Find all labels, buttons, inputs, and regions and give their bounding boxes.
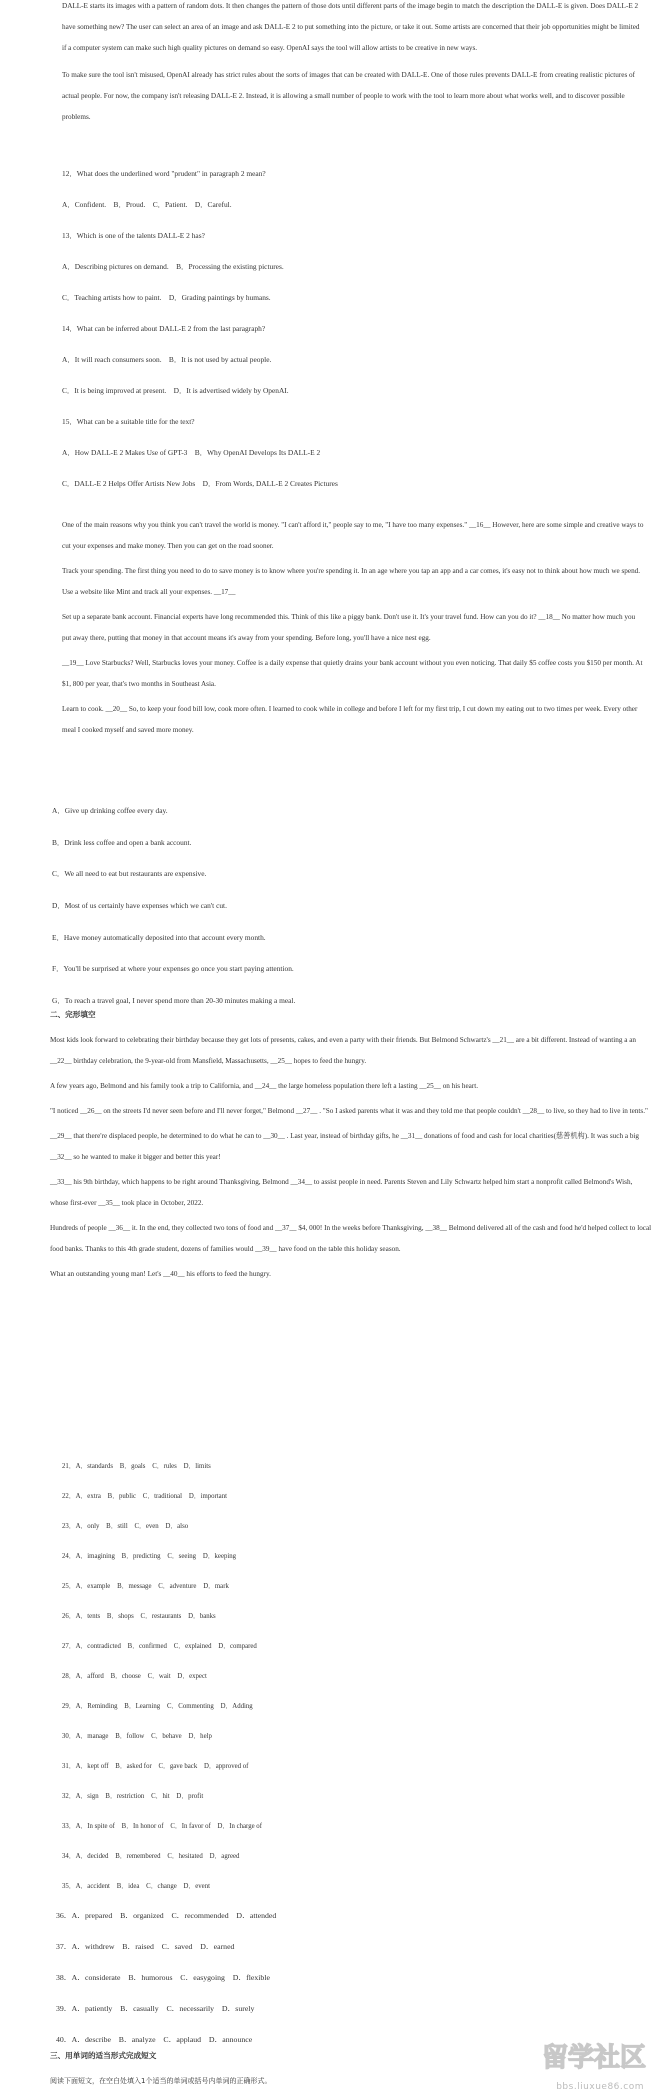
question-12-stem: 12．What does the underlined word "prudent" in paragraph 2 mean? bbox=[62, 168, 266, 178]
cloze-question-37: 37．A．withdrew B．raised C．saved D．earned bbox=[56, 1942, 235, 1951]
cloze-question-21: 21．A．standards B．goals C．rules D．limits bbox=[62, 1463, 211, 1470]
question-15-options-ab: A．How DALL-E 2 Makes Use of GPT-3 B．Why OpenAI Develops Its DALL-E 2 bbox=[62, 447, 321, 457]
cloze-question-22: 22．A．extra B．public C．traditional D．important bbox=[62, 1493, 227, 1500]
cloze-question-24: 24．A．imagining B．predicting C．seeing D．keeping bbox=[62, 1553, 237, 1560]
reading-passage bbox=[0, 0, 664, 128]
cloze-question-31: 31．A．kept off B．asked for C．gave back D．approved of bbox=[62, 1763, 249, 1770]
cloze-question-36: 36．A．prepared B．organized C．recommended D．attended bbox=[56, 1911, 277, 1920]
cloze-paragraph-2: A few years ago, Belmond and his family took a trip to California, and __24__ the large homeless population there left a lasting __25__ on his heart. bbox=[50, 1082, 479, 1090]
cloze-question-40: 40．A．describe B．analyze C．applaud D．announce bbox=[56, 2035, 253, 2044]
cloze-question-29: 29．A．Reminding B．Learning C．Commenting D．Adding bbox=[62, 1703, 253, 1710]
s7-paragraph-1: One of the main reasons why you think you can't travel the world is money. "I can't afford it," people say to me, "I have too many expenses." __16__ However, here are some simple and creative ways to cut your expenses and make money. Then you can get on the road sooner. bbox=[62, 521, 644, 550]
s7-option-b: B．Drink less coffee and open a bank account. bbox=[52, 837, 192, 847]
cloze-paragraph-6: Hundreds of people __36__ it. In the end, they collected two tons of food and __37__ $4, 000! In the weeks before Thanksgiving, __38__ Belmond delivered all of the cash and food he'd helped collect to local food banks. Thanks to this 4th grade student, dozens of families would __39__ have food on the table this holiday season. bbox=[50, 1224, 652, 1253]
seven-choose-five-passage bbox=[0, 515, 664, 741]
cloze-question-35: 35．A．accident B．idea C．change D．event bbox=[62, 1883, 210, 1890]
cloze-paragraph-7: What an outstanding young man! Let's __40__ his efforts to feed the hungry. bbox=[50, 1270, 271, 1278]
cloze-question-30: 30．A．manage B．follow C．behave D．help bbox=[62, 1733, 212, 1740]
s7-option-e: E．Have money automatically deposited into that account every month. bbox=[52, 932, 266, 942]
s7-paragraph-5: Learn to cook. __20__ So, to keep your food bill low, cook more often. I learned to cook while in college and before I left for my first trip, I cut down my eating out to two times per week. Every other meal I cooked myself and saved more money. bbox=[62, 705, 638, 734]
s7-option-d: D．Most of us certainly have expenses which we can't cut. bbox=[52, 901, 227, 911]
s7-paragraph-3: Set up a separate bank account. Financial experts have long recommended this. Think of this like a piggy bank. Don't use it. It's your travel fund. How can you do it? __18__ No matter how much you put away there, putting that money in that account means it's away from your spending. Before long, you'll have a nice nest egg. bbox=[62, 613, 636, 642]
s7-paragraph-2: Track your spending. The first thing you need to do to save money is to know where you're spending it. In an age where you tap an app and a car comes, it's easy not to think about how much we spend. Use a website like Mint and track all your expenses. __17__ bbox=[62, 567, 641, 596]
question-13-options-ab: A．Describing pictures on demand. B．Processing the existing pictures. bbox=[62, 261, 284, 271]
s7-option-a: A．Give up drinking coffee every day. bbox=[52, 806, 168, 816]
question-14-options-cd: C．It is being improved at present. D．It is advertised widely by OpenAI. bbox=[62, 385, 289, 395]
s7-paragraph-4: __19__ Love Starbucks? Well, Starbucks loves your money. Coffee is a daily expense that quietly drains your bank account without you even noticing. That daily $5 coffee costs you $150 per month. At $1, 800 per year, that's two months in Southeast Asia. bbox=[62, 659, 643, 688]
cloze-question-34: 34．A．decided B．remembered C．hesitated D．agreed bbox=[62, 1853, 240, 1860]
question-15-stem: 15．What can be a suitable title for the text? bbox=[62, 416, 195, 426]
cloze-heading: 二、完形填空 bbox=[50, 1009, 96, 1019]
question-12-options: A．Confident. B．Proud. C．Patient. D．Careful. bbox=[62, 199, 232, 209]
cloze-question-23: 23．A．only B．still C．even D．also bbox=[62, 1523, 189, 1530]
cloze-question-39: 39．A．patiently B．casually C．necessarily D．surely bbox=[56, 2004, 255, 2013]
cloze-paragraph-1: Most kids look forward to celebrating their birthday because they get lots of presents, cakes, and even a party with their friends. But Belmond Schwartz's __21__ are a bit different. Instead of wanting a an __22__ birthday celebration, the 9-year-old from Mansfield, Massachusetts, __25__ hopes to feed the hungry. bbox=[50, 1036, 636, 1065]
cloze-question-25: 25．A．example B．message C．adventure D．mark bbox=[62, 1583, 229, 1590]
reading-questions bbox=[0, 158, 664, 499]
s7-option-f: F．You'll be surprised at where your expenses go once you start paying attention. bbox=[52, 964, 294, 974]
watermark-url: bbs.liuxue86.com bbox=[556, 2082, 644, 2092]
cloze-question-27: 27．A．contradicted B．confirmed C．explained D．compared bbox=[62, 1643, 257, 1650]
s7-option-g: G．To reach a travel goal, I never spend more than 20-30 minutes making a meal. bbox=[52, 995, 296, 1005]
s7-option-c: C．We all need to eat but restaurants are expensive. bbox=[52, 869, 207, 879]
cloze-paragraph-3: "I noticed __26__ on the streets I'd never seen before and I'll never forget," Belmond __27__ . "So I asked parents what it was and they told me that people couldn't __28__ to live, so they had to live in tents." bbox=[50, 1107, 648, 1115]
section-three-heading: 三、用单词的适当形式完成短文 bbox=[50, 2050, 157, 2060]
cloze-questions bbox=[0, 1450, 664, 2055]
section-three-instruction: 阅读下面短文，在空白处填入1个适当的单词或括号内单词的正确形式。 bbox=[50, 2077, 272, 2085]
cloze-question-32: 32．A．sign B．restriction C．hit D．profit bbox=[62, 1793, 204, 1800]
reading-paragraph-2: To make sure the tool isn't misused, OpenAI already has strict rules about the sorts of images that can be created with DALL-E. One of those rules prevents DALL-E from creating realistic pictures of actual people. For now, the company isn't releasing DALL-E 2. Instead, it is allowing a small number of people to work with the tool to learn more about what works well, and to discover possible problems. bbox=[62, 71, 636, 121]
watermark-logo-text: 留学社区 bbox=[541, 2043, 646, 2073]
seven-choose-five-options bbox=[0, 795, 664, 1016]
question-13-options-cd: C．Teaching artists how to paint. D．Grading paintings by humans. bbox=[62, 292, 271, 302]
cloze-paragraph-4: __29__ that there're displaced people, he determined to do what he can to __30__ . Last year, instead of birthday gifts, he __31__ donations of food and cash for local charities(慈善机构). It was such a big __32__ so he wanted to make it bigger and better this year! bbox=[50, 1132, 640, 1161]
question-14-options-ab: A．It will reach consumers soon. B．It is not used by actual people. bbox=[62, 354, 272, 364]
cloze-paragraph-5: __33__ his 9th birthday, which happens to be right around Thanksgiving, Belmond __34__ to assist people in need. Parents Steven and Lily Schwartz helped him start a nonprofit called Belmond's Wish, whose first-ever __35__ took place in October, 2022. bbox=[50, 1178, 633, 1207]
cloze-question-26: 26．A．tents B．shops C．restaurants D．banks bbox=[62, 1613, 216, 1620]
reading-paragraph-1: DALL-E starts its images with a pattern of random dots. It then changes the pattern of those dots until different parts of the image begin to match the description the DALL-E is given. Does DALL-E 2 have something new? The user can select an area of an image and ask DALL-E 2 to put something into the picture, or take it out. Some artists are concerned that their job opportunities might be limited if a computer system can make such high quality pictures on demand so easy. OpenAI says the tool will allow artists to be creative in new ways. bbox=[62, 2, 640, 52]
cloze-section bbox=[0, 1004, 664, 1285]
question-14-stem: 14．What can be inferred about DALL-E 2 from the last paragraph? bbox=[62, 323, 266, 333]
question-15-options-cd: C．DALL-E 2 Helps Offer Artists New Jobs D．From Words, DALL-E 2 Creates Pictures bbox=[62, 478, 338, 488]
question-13-stem: 13．Which is one of the talents DALL-E 2 has? bbox=[62, 230, 205, 240]
cloze-question-33: 33．A．In spite of B．In honor of C．In favor of D．In charge of bbox=[62, 1823, 262, 1830]
cloze-question-28: 28．A．afford B．choose C．wait D．expect bbox=[62, 1673, 207, 1680]
cloze-question-38: 38．A．considerate B．humorous C．easygoing D．flexible bbox=[56, 1973, 270, 1982]
